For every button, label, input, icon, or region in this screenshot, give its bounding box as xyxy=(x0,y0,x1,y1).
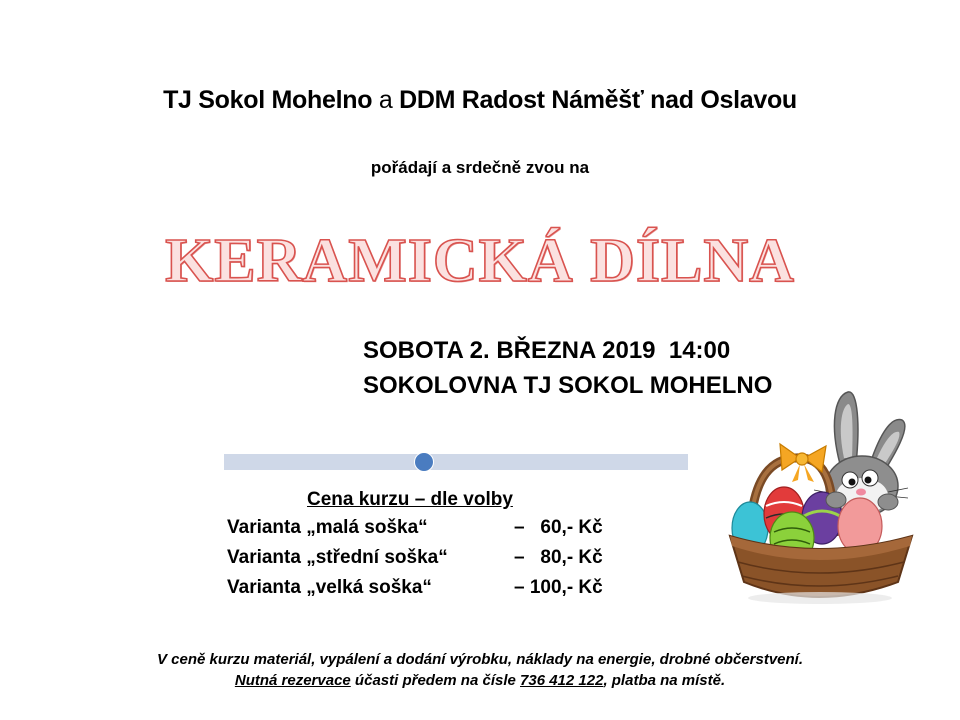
price-variant-name: Varianta „velká soška“ xyxy=(227,577,432,598)
footer-note-reservation xyxy=(0,672,960,689)
reservation-required: Nutná rezervace xyxy=(234,672,351,689)
event-title: KERAMICKÁ DÍLNA xyxy=(165,227,795,295)
event-place: SOKOLOVNA TJ SOKOL MOHELNO xyxy=(363,372,773,399)
price-variant-name: Varianta „malá soška“ xyxy=(227,517,428,538)
organizer-a: TJ Sokol Mohelno xyxy=(163,86,373,114)
price-row xyxy=(227,517,627,543)
phone-number[interactable]: 736 412 122 xyxy=(520,672,604,689)
event-date: SOBOTA 2. BŘEZNA 2019 14:00 xyxy=(363,337,731,364)
price-row xyxy=(227,577,627,603)
organizer-conjunction: a xyxy=(378,86,393,114)
price-row xyxy=(227,547,627,573)
price-variant-value: – 100,- Kč xyxy=(514,577,603,598)
price-variant-name: Varianta „střední soška“ xyxy=(227,547,448,568)
footer-note-included: V ceně kurzu materiál, vypálení a dodání výrobku, náklady na energie, drobné občerstvení. xyxy=(156,651,804,668)
invite-text: pořádají a srdečně zvou na xyxy=(370,158,590,177)
price-heading: Cena kurzu – dle volby xyxy=(307,489,513,510)
payment-text: , platba na místě. xyxy=(603,672,726,689)
organizers-line xyxy=(0,86,960,115)
price-variant-value: – 80,- Kč xyxy=(514,547,603,568)
ribbon-bow-icon xyxy=(780,444,826,482)
slider-track[interactable] xyxy=(224,454,688,470)
easter-bunny-basket-icon xyxy=(722,386,922,606)
reservation-text: účasti předem na čísle xyxy=(350,672,521,689)
price-variant-value: – 60,- Kč xyxy=(514,517,603,538)
slider-knob[interactable] xyxy=(415,453,433,471)
organizer-b: DDM Radost Náměšť nad Oslavou xyxy=(399,86,797,114)
basket-icon xyxy=(730,536,912,604)
